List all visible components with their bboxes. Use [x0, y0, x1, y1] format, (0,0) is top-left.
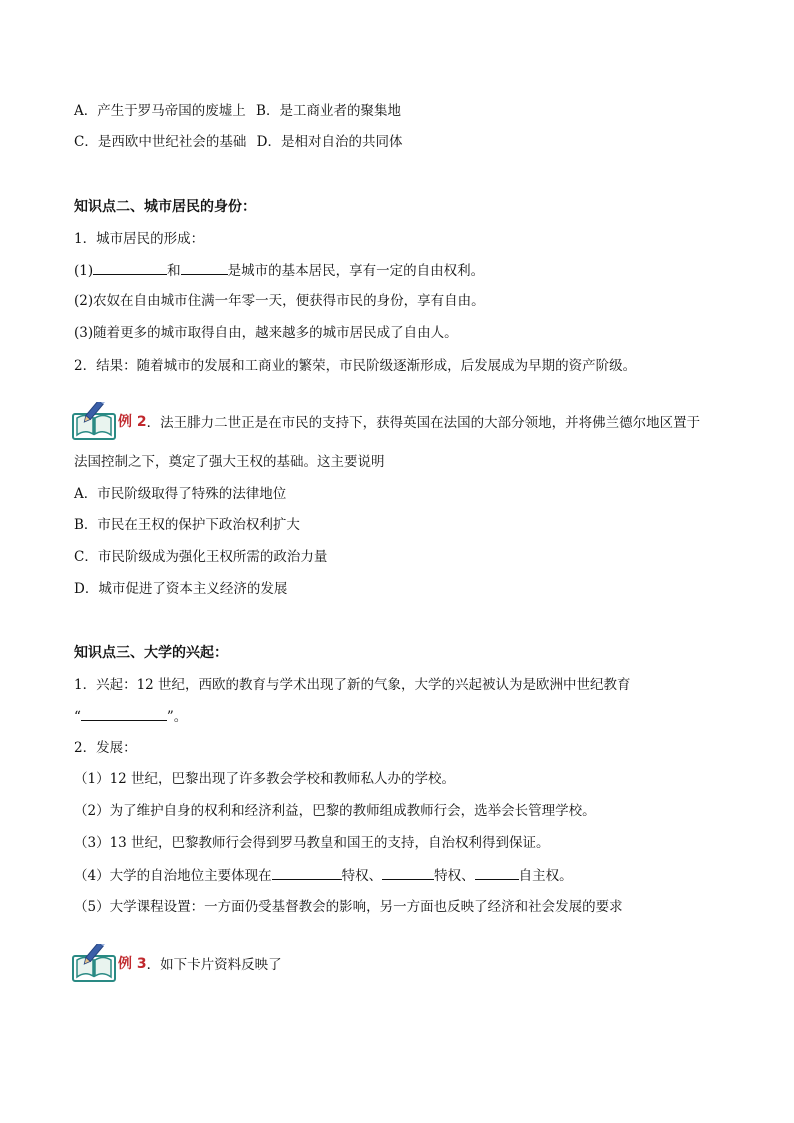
example-2-option-c: C．市民阶级成为强化王权所需的政治力量 — [74, 549, 328, 565]
section3-item-1-blank-line: “ ”。 — [74, 706, 187, 727]
example-2-text-2: 法国控制之下，奠定了强大王权的基础。这主要说明 — [74, 454, 385, 470]
example-3-text: ．如下卡片资料反映了 — [146, 957, 282, 973]
section2-item-2: 2．结果：随着城市的发展和工商业的繁荣，市民阶级逐渐形成，后发展成为早期的资产阶级。 — [74, 358, 637, 374]
section3-sub-2: （2）为了维护自身的权利和经济利益，巴黎的教师组成教师行会，选举会长管理学校。 — [74, 803, 596, 819]
fill-blank[interactable] — [181, 260, 228, 275]
example-2-option-b: B．市民在王权的保护下政治权利扩大 — [74, 517, 300, 533]
fill-blank[interactable] — [93, 260, 167, 275]
example-2-option-d: D．城市促进了资本主义经济的发展 — [74, 581, 288, 597]
fill-blank[interactable] — [81, 706, 167, 721]
example-label: 例 2 — [118, 414, 147, 430]
fill-blank[interactable] — [475, 865, 519, 880]
question-options-row-1 — [74, 101, 401, 121]
section2-sub-2: (2)农奴在自由城市住满一年零一天，便获得市民的身份，享有自由。 — [74, 293, 485, 309]
fill-blank[interactable] — [272, 865, 342, 880]
book-pencil-icon — [72, 944, 116, 982]
fill-blank[interactable] — [382, 865, 434, 880]
example-2-row — [72, 402, 700, 440]
section-heading-2: 知识点二、城市居民的身份： — [74, 199, 256, 215]
example-2-text-1: ．法王腓力二世正是在市民的支持下，获得英国在法国的大部分领地，并将佛兰德尔地区置于 — [146, 415, 701, 431]
option-d: D．是相对自治的共同体 — [256, 134, 403, 150]
section2-sub-3: (3)随着更多的城市取得自由，越来越多的城市居民成了自由人。 — [74, 325, 458, 341]
option-c: C．是西欧中世纪社会的基础 — [74, 134, 247, 150]
example-3-row — [72, 944, 282, 982]
example-2-option-a: A．市民阶级取得了特殊的法律地位 — [74, 486, 287, 502]
question-options-row-2 — [74, 132, 402, 152]
option-a: A．产生于罗马帝国的废墟上 — [74, 103, 246, 119]
section2-item-1: 1．城市居民的形成： — [74, 231, 205, 247]
option-b: B．是工商业者的聚集地 — [256, 103, 401, 119]
section3-sub-3: （3）13 世纪，巴黎教师行会得到罗马教皇和国王的支持，自治权利得到保证。 — [74, 835, 550, 851]
section3-sub-5: （5）大学课程设置：一方面仍受基督教会的影响，另一方面也反映了经济和社会发展的要求 — [74, 899, 623, 915]
section-heading-3: 知识点三、大学的兴起： — [74, 645, 228, 661]
section2-sub-1: (1) 和 是城市的基本居民，享有一定的自由权利。 — [74, 260, 484, 281]
example-label: 例 3 — [118, 956, 147, 972]
section3-sub-4: （4）大学的自治地位主要体现在 特权、 特权、 自主权。 — [74, 865, 573, 886]
book-pencil-icon — [72, 402, 116, 440]
section3-sub-1: （1）12 世纪，巴黎出现了许多教会学校和教师私人办的学校。 — [74, 771, 456, 787]
section3-item-2: 2．发展： — [74, 740, 137, 756]
section3-item-1: 1．兴起：12 世纪，西欧的教育与学术出现了新的气象，大学的兴起被认为是欧洲中世纪教育 — [74, 677, 631, 693]
